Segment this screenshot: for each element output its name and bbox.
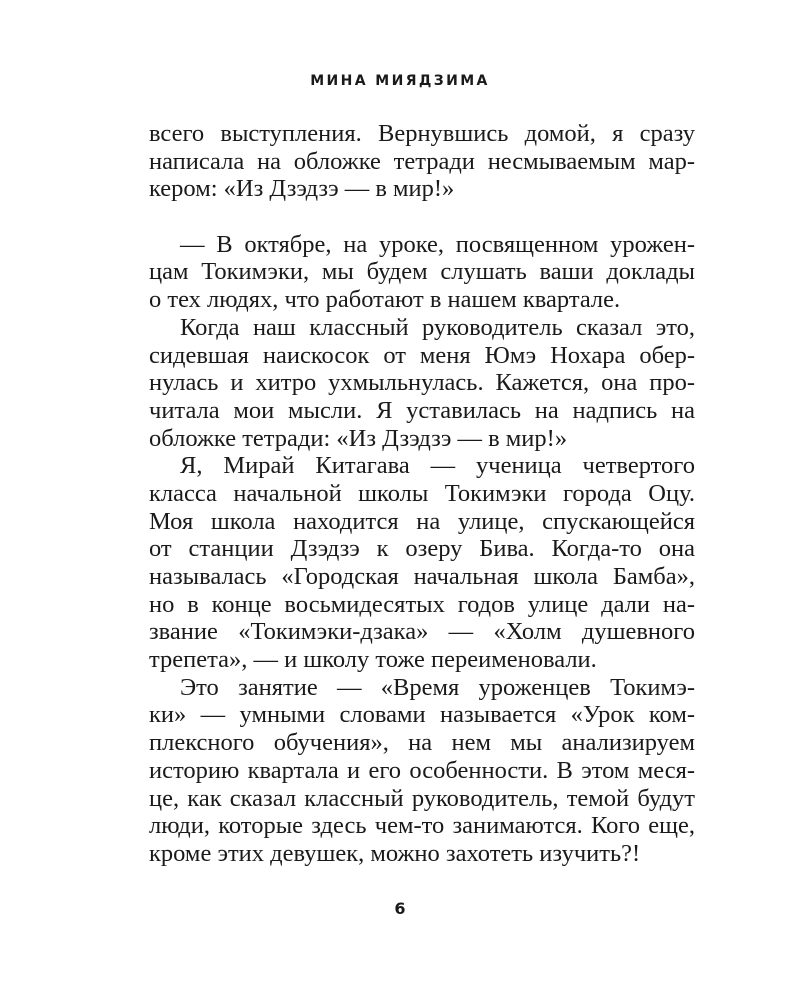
text-line: от станции Дзэдзэ к озеру Бива. Когда-то она — [149, 535, 695, 563]
text-line: класса начальной школы Токимэки города Оцу. — [149, 479, 695, 507]
text-line: люди, которые здесь чем-то занимаются. Кого еще, — [149, 812, 695, 840]
text-line: нулась и хитро ухмыльнулась. Кажется, она про- — [149, 369, 695, 397]
text-line: це, как сказал классный руководитель, темой будут — [149, 784, 695, 812]
text-line: обложке тетради: «Из Дзэдзэ — в мир!» — [149, 424, 568, 452]
text-line: называлась «Городская начальная школа Бамба», — [149, 563, 695, 590]
text-line: кером: «Из Дзэдзэ — в мир!» — [149, 175, 455, 203]
text-line: читала мои мысли. Я уставилась на надпись на — [149, 396, 695, 424]
page-number: 6 — [394, 899, 406, 918]
text-line: написала на обложке тетради несмываемым мар- — [149, 147, 695, 175]
text-line: но в конце восьмидесятых годов улице дали на- — [149, 590, 695, 618]
text-line: Моя школа находится на улице, спускающейся — [149, 507, 695, 535]
text-line: — В октябре, на уроке, посвященном урожен- — [180, 230, 695, 258]
text-line: плексного обучения», на нем мы анализируем — [149, 729, 695, 757]
text-line: Когда наш классный руководитель сказал это, — [180, 313, 695, 341]
text-line: трепета», — и школу тоже переименовали. — [149, 646, 597, 674]
text-line: кроме этих девушек, можно захотеть изучить?! — [149, 839, 641, 867]
text-line: всего выступления. Вернувшись домой, я сразу — [149, 120, 695, 147]
text-line: историю квартала и его особенности. В этом меся- — [149, 756, 695, 784]
text-line: цам Токимэки, мы будем слушать ваши доклады — [149, 258, 695, 286]
text-line: ки» — умными словами называется «Урок ком- — [149, 701, 695, 729]
body-text — [149, 120, 695, 868]
text-line: Я, Мирай Китагава — ученица четвертого — [180, 452, 695, 480]
text-line: звание «Токимэки-дзака» — «Холм душевного — [149, 618, 695, 646]
text-line: сидевшая наискосок от меня Юмэ Нохара обер- — [149, 341, 695, 369]
running-head: МИНА МИЯДЗИМА — [310, 73, 490, 89]
section-break — [149, 203, 695, 231]
text-line: Это занятие — «Время уроженцев Токимэ- — [180, 673, 695, 701]
text-line: о тех людях, что работают в нашем квартале. — [149, 286, 621, 314]
